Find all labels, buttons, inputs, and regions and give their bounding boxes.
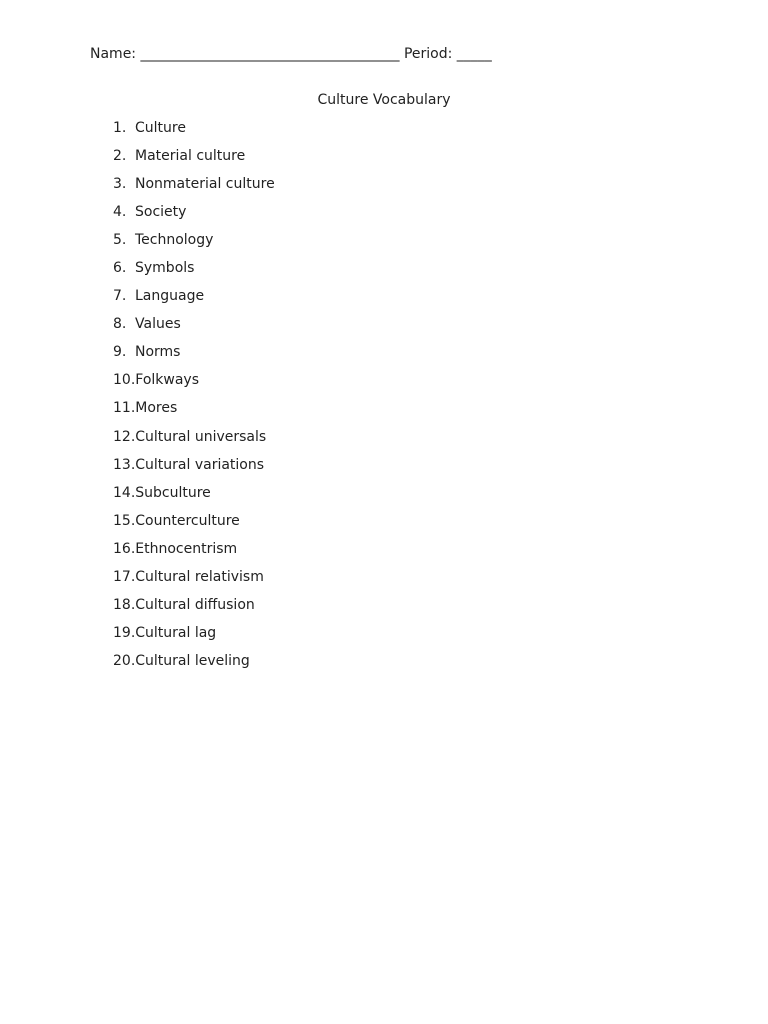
vocab-term: Cultural variations xyxy=(135,456,265,473)
vocab-entry xyxy=(113,456,264,474)
vocab-term: Folkways xyxy=(135,372,199,389)
vocab-number: 7. xyxy=(113,288,127,305)
vocab-term: Symbols xyxy=(135,260,195,277)
vocab-number: 17. xyxy=(113,568,136,585)
vocab-term: Counterculture xyxy=(135,512,240,529)
vocab-term: Nonmaterial culture xyxy=(135,176,275,193)
vocab-number: 19. xyxy=(113,624,136,641)
vocab-entry xyxy=(113,399,177,417)
vocab-number: 5. xyxy=(113,232,127,249)
vocab-number: 9. xyxy=(113,344,127,361)
vocab-entry xyxy=(113,568,264,586)
vocab-number: 18. xyxy=(113,596,136,613)
vocab-number: 2. xyxy=(113,148,127,165)
vocab-term: Norms xyxy=(135,344,181,361)
vocab-term: Cultural lag xyxy=(135,624,217,641)
vocab-entry xyxy=(113,428,266,446)
vocab-entry xyxy=(113,484,211,502)
vocab-entry xyxy=(113,596,255,614)
vocab-number: 16. xyxy=(113,540,136,557)
document-title: Culture Vocabulary xyxy=(317,92,451,108)
name-period-line xyxy=(90,45,492,63)
vocab-term: Culture xyxy=(135,120,186,136)
vocab-entry xyxy=(113,540,237,558)
vocab-number: 12. xyxy=(113,428,136,445)
vocab-number: 11. xyxy=(113,400,136,417)
vocab-number: 20. xyxy=(113,652,136,669)
name-blank: _____________________________________ xyxy=(140,46,400,62)
vocab-number: 15. xyxy=(113,512,136,529)
vocab-term: Cultural universals xyxy=(135,428,267,445)
vocab-number: 10. xyxy=(113,372,136,389)
vocab-term: Language xyxy=(135,288,205,305)
vocab-term: Cultural diffusion xyxy=(135,596,255,613)
vocab-number: 1. xyxy=(113,120,127,136)
vocab-number: 6. xyxy=(113,260,127,277)
vocab-entry xyxy=(113,652,250,670)
vocab-number: 8. xyxy=(113,316,127,333)
vocab-term: Subculture xyxy=(135,484,211,501)
vocab-term: Mores xyxy=(135,400,178,417)
vocab-number: 13. xyxy=(113,456,136,473)
vocab-term: Cultural relativism xyxy=(135,568,264,585)
vocab-term: Technology xyxy=(135,232,214,249)
vocab-entry xyxy=(113,512,240,530)
period-label: Period: xyxy=(403,46,453,62)
vocab-entry xyxy=(113,624,216,642)
period-blank: _____ xyxy=(456,46,492,62)
vocab-entry xyxy=(113,371,199,389)
vocab-number: 14. xyxy=(113,484,136,501)
vocab-term: Ethnocentrism xyxy=(135,540,238,557)
vocab-term: Values xyxy=(135,316,181,333)
vocab-term: Material culture xyxy=(135,148,246,165)
vocab-number: 4. xyxy=(113,204,127,221)
vocab-number: 3. xyxy=(113,176,127,193)
vocab-term: Society xyxy=(135,204,187,221)
name-label: Name: xyxy=(90,46,137,62)
vocab-term: Cultural leveling xyxy=(135,652,250,669)
